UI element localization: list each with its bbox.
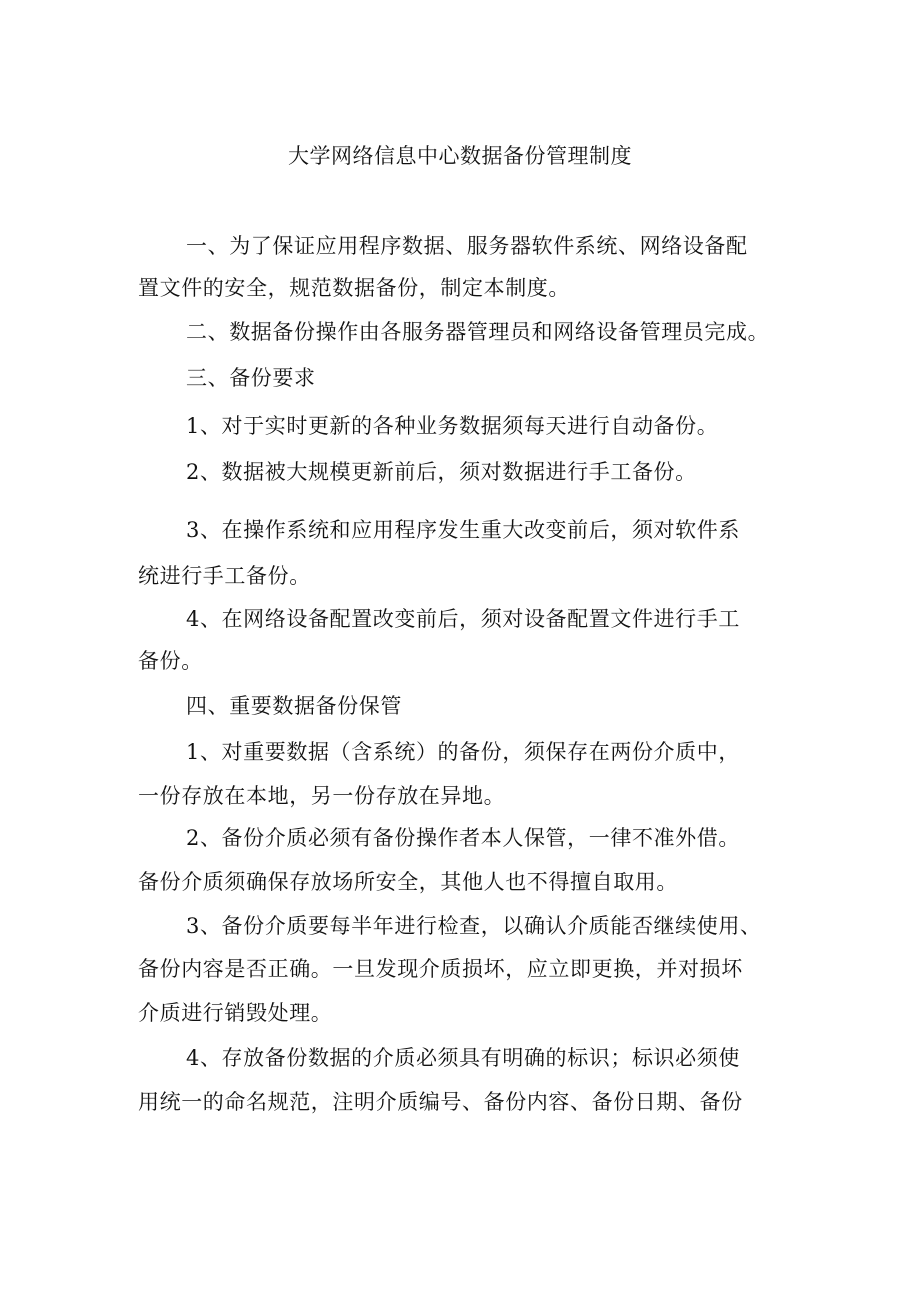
- paragraph-line: 1、对重要数据（含系统）的备份，须保存在两份介质中，: [186, 740, 740, 764]
- section-heading: 四、重要数据备份保管: [186, 694, 402, 718]
- paragraph-line: 一份存放在本地，另一份存放在异地。: [138, 784, 506, 808]
- paragraph-line: 备份内容是否正确。一旦发现介质损坏，应立即更换，并对损坏: [138, 957, 743, 981]
- paragraph-line: 4、存放备份数据的介质必须具有明确的标识；标识必须使: [186, 1046, 740, 1070]
- paragraph-line: 备份。: [138, 649, 203, 673]
- paragraph-line: 1、对于实时更新的各种业务数据须每天进行自动备份。: [186, 414, 719, 438]
- paragraph-line: 3、在操作系统和应用程序发生重大改变前后，须对软件系: [186, 518, 740, 542]
- paragraph-line: 一、为了保证应用程序数据、服务器软件系统、网络设备配: [186, 234, 748, 258]
- paragraph-line: 二、数据备份操作由各服务器管理员和网络设备管理员完成。: [186, 320, 770, 344]
- paragraph-line: 2、备份介质必须有备份操作者本人保管，一律不准外借。: [186, 826, 740, 850]
- paragraph-line: 4、在网络设备配置改变前后，须对设备配置文件进行手工: [186, 607, 740, 631]
- paragraph-line: 备份介质须确保存放场所安全，其他人也不得擅自取用。: [138, 870, 678, 894]
- paragraph-line: 2、数据被大规模更新前后，须对数据进行手工备份。: [186, 460, 697, 484]
- section-heading: 三、备份要求: [186, 366, 316, 390]
- paragraph-line: 3、备份介质要每半年进行检查，以确认介质能否继续使用、: [186, 914, 762, 938]
- paragraph-line: 统进行手工备份。: [138, 564, 311, 588]
- paragraph-line: 置文件的安全，规范数据备份，制定本制度。: [138, 276, 570, 300]
- document-title: 大学网络信息中心数据备份管理制度: [288, 144, 632, 168]
- paragraph-line: 用统一的命名规范，注明介质编号、备份内容、备份日期、备份: [138, 1090, 743, 1114]
- paragraph-line: 介质进行销毁处理。: [138, 1001, 333, 1025]
